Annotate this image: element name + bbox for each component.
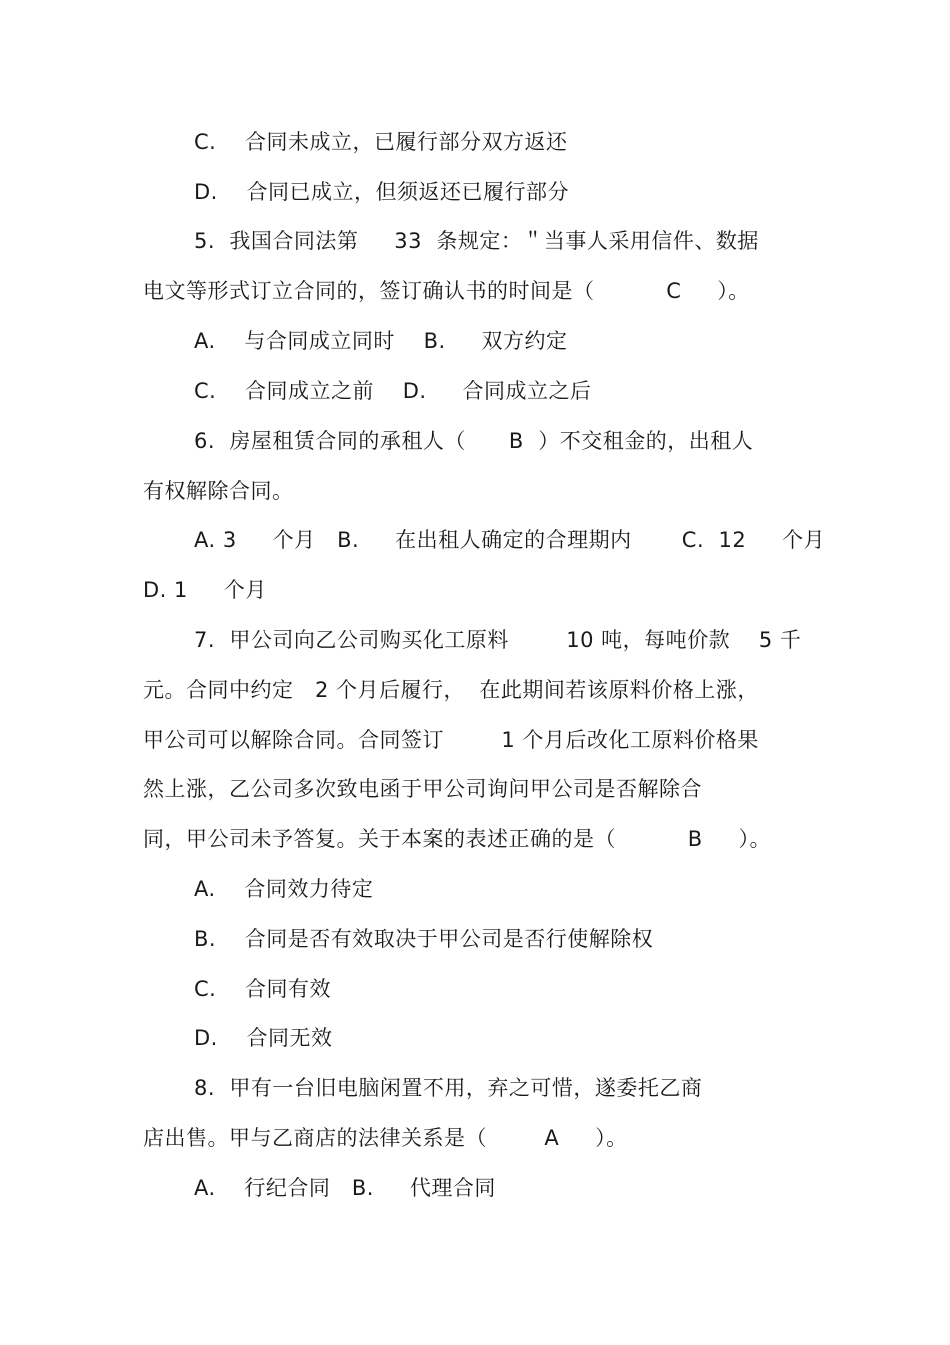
- question-line: 甲公司可以解除合同。合同签订 1 个月后改化工原料价格果: [143, 728, 759, 752]
- question-line: 5. 我国合同法第 33 条规定：＂当事人采用信件、数据: [194, 229, 759, 253]
- question-line: 店出售。甲与乙商店的法律关系是（ A ）。: [143, 1126, 628, 1150]
- option-line: A. 行纪合同 B. 代理合同: [194, 1176, 496, 1200]
- option-line: A. 3 个月 B. 在出租人确定的合理期内 C. 12 个月: [194, 528, 826, 552]
- option-line: A. 合同效力待定: [194, 877, 374, 901]
- option-line: D. 合同已成立，但须返还已履行部分: [194, 180, 570, 204]
- question-line: 同，甲公司未予答复。关于本案的表述正确的是（ B ）。: [143, 827, 772, 851]
- question-line: 电文等形式订立合同的，签订确认书的时间是（ C ）。: [143, 279, 750, 303]
- question-line: 有权解除合同。: [143, 479, 294, 503]
- question-line: 8. 甲有一台旧电脑闲置不用，弃之可惜，遂委托乙商: [194, 1076, 703, 1100]
- option-line: C. 合同未成立，已履行部分双方返还: [194, 130, 568, 154]
- option-line: C. 合同有效: [194, 977, 332, 1001]
- question-line: 然上涨，乙公司多次致电函于甲公司询问甲公司是否解除合: [143, 777, 702, 801]
- option-line: A. 与合同成立同时 B. 双方约定: [194, 329, 568, 353]
- question-line: 7. 甲公司向乙公司购买化工原料 10 吨，每吨价款 5 千: [194, 628, 802, 652]
- option-line: D. 1 个月: [143, 578, 267, 602]
- option-line: B. 合同是否有效取决于甲公司是否行使解除权: [194, 927, 654, 951]
- option-line: D. 合同无效: [194, 1026, 333, 1050]
- option-line: C. 合同成立之前 D. 合同成立之后: [194, 379, 592, 403]
- question-line: 元。合同中约定 2 个月后履行， 在此期间若该原料价格上涨，: [143, 678, 759, 702]
- question-line: 6. 房屋租赁合同的承租人（ B ）不交租金的，出租人: [194, 429, 754, 453]
